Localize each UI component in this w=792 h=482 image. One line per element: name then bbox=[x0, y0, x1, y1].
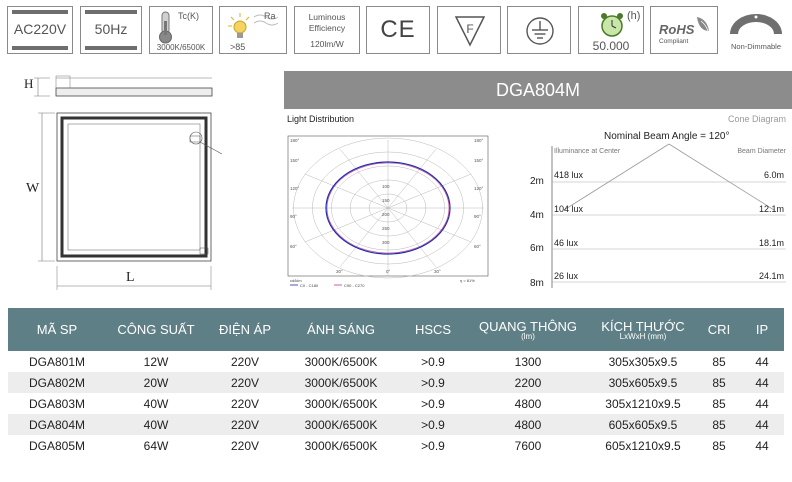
cell-ip: 44 bbox=[740, 414, 784, 435]
spec-table bbox=[8, 308, 784, 456]
frequency-badge bbox=[80, 6, 142, 54]
lifetime-unit: (h) bbox=[627, 10, 641, 22]
angle-label-right: 60° bbox=[474, 244, 481, 249]
header-flux-unit: (lm) bbox=[521, 331, 535, 341]
angle-label-right: 150° bbox=[474, 158, 484, 163]
lux-value: 26 lux bbox=[554, 271, 579, 281]
cell-voltage: 220V bbox=[230, 396, 260, 411]
cell-light-color: 3000K/6500K bbox=[304, 354, 378, 369]
lux-value: 418 lux bbox=[554, 170, 584, 180]
height-label: H bbox=[24, 76, 34, 91]
cell-light-color: 3000K/6500K bbox=[284, 414, 398, 435]
angle-label-right: 90° bbox=[474, 214, 481, 219]
model-name: DGA804M bbox=[495, 80, 581, 100]
lifetime-badge bbox=[578, 6, 644, 54]
diameter-value: 24.1m bbox=[758, 271, 784, 281]
ce-mark-badge bbox=[366, 6, 430, 54]
efficiency-value: 120lm/W bbox=[310, 39, 344, 49]
cell-product-code: DGA802M bbox=[8, 372, 106, 393]
header-power: CÔNG SUẤT bbox=[106, 308, 206, 351]
feature-icon-strip bbox=[0, 0, 792, 62]
cell-power: 40W bbox=[143, 396, 169, 411]
diameter-value: 18.1m bbox=[758, 238, 784, 248]
cell-power-factor: >0.9 bbox=[421, 438, 445, 453]
cell-luminous-flux: 2200 bbox=[468, 372, 588, 393]
cell-luminous-flux: 1300 bbox=[514, 354, 542, 369]
header-light-color: ÁNH SÁNG bbox=[284, 308, 398, 351]
header-power-factor: HSCS bbox=[398, 308, 468, 351]
cell-dimensions: 305x605x9.5 bbox=[588, 372, 698, 393]
cell-light-color: 3000K/6500K bbox=[284, 372, 398, 393]
radial-value: 200 bbox=[382, 212, 390, 217]
efficiency-line2: Efficiency bbox=[308, 23, 346, 33]
cell-cri: 85 bbox=[698, 414, 740, 435]
color-temp-label: Tc(K) bbox=[178, 11, 199, 21]
model-header bbox=[284, 71, 792, 109]
width-label: W bbox=[26, 181, 40, 196]
ground-badge bbox=[507, 6, 571, 54]
diameter-value: 6.0m bbox=[763, 170, 784, 180]
cell-product-code: DGA801M bbox=[28, 354, 86, 369]
header-luminous-flux: QUANG THÔNG (lm) bbox=[468, 308, 588, 351]
bottom-angle-label: 0° bbox=[386, 269, 391, 274]
cell-light-color: 3000K/6500K bbox=[304, 396, 378, 411]
cell-cri: 85 bbox=[698, 372, 740, 393]
lux-value: 46 lux bbox=[554, 238, 579, 248]
table-row bbox=[8, 351, 784, 372]
rohs-label: RoHS bbox=[659, 22, 695, 37]
angle-label-left: 90° bbox=[290, 214, 297, 219]
cell-dimensions: 605x605x9.5 bbox=[588, 414, 698, 435]
cell-dimensions: 305x305x9.5 bbox=[608, 354, 678, 369]
cell-cri: 85 bbox=[712, 354, 726, 369]
ra-value: >85 bbox=[230, 42, 246, 52]
distance-label: 2m bbox=[530, 176, 544, 187]
polar-chart bbox=[284, 130, 494, 290]
cell-product-code: DGA805M bbox=[28, 438, 86, 453]
polar-unit: cd/klm bbox=[290, 278, 302, 283]
bottom-angle-label: 30° bbox=[434, 269, 441, 274]
table-row bbox=[8, 372, 784, 393]
color-temp-value: 3000K/6500K bbox=[156, 43, 206, 52]
length-label: L bbox=[126, 270, 135, 285]
efficiency-eta: η = 81% bbox=[460, 278, 475, 283]
cell-power: 20W bbox=[106, 372, 206, 393]
rohs-sub: Compliant bbox=[659, 38, 689, 45]
cell-product-code: DGA804M bbox=[8, 414, 106, 435]
lifetime-value: 50.000 bbox=[592, 39, 630, 53]
beam-angle-label: Nominal Beam Angle = 120° bbox=[604, 131, 730, 142]
angle-label-left: 60° bbox=[290, 244, 297, 249]
cell-luminous-flux: 7600 bbox=[514, 438, 542, 453]
header-cri: CRI bbox=[698, 308, 740, 351]
angle-label-right: 180° bbox=[474, 138, 484, 143]
angle-label-left: 150° bbox=[290, 158, 300, 163]
header-dimensions: KÍCH THƯỚC LxWxH (mm) bbox=[588, 308, 698, 351]
f-mark-badge bbox=[437, 6, 501, 54]
cell-product-code: DGA803M bbox=[28, 396, 86, 411]
ce-mark-icon: CE bbox=[380, 16, 416, 43]
radial-value: 100 bbox=[382, 184, 390, 189]
cell-voltage: 220V bbox=[230, 354, 260, 369]
cell-light-color: 3000K/6500K bbox=[304, 438, 378, 453]
header-ip: IP bbox=[740, 308, 784, 351]
table-header-row bbox=[8, 308, 784, 351]
table-row bbox=[8, 435, 784, 456]
table-row bbox=[8, 414, 784, 435]
f-mark-icon bbox=[438, 7, 502, 55]
cell-ip: 44 bbox=[755, 354, 769, 369]
cell-power: 40W bbox=[106, 414, 206, 435]
distance-label: 8m bbox=[530, 278, 544, 289]
ra-label: Ra bbox=[264, 11, 276, 21]
cell-luminous-flux: 4800 bbox=[468, 414, 588, 435]
cell-voltage: 220V bbox=[206, 414, 284, 435]
cell-power-factor: >0.9 bbox=[421, 354, 445, 369]
cell-ip: 44 bbox=[755, 396, 769, 411]
radial-value: 250 bbox=[382, 226, 390, 231]
frequency-value: 50Hz bbox=[94, 21, 128, 37]
cone-diagram-title: Cone Diagram bbox=[727, 114, 786, 124]
angle-label-left: 120° bbox=[290, 186, 300, 191]
table-row bbox=[8, 393, 784, 414]
bottom-angle-label: 30° bbox=[336, 269, 343, 274]
cell-power-factor: >0.9 bbox=[398, 414, 468, 435]
angle-label-left: 180° bbox=[290, 138, 300, 143]
cell-cri: 85 bbox=[712, 438, 726, 453]
cell-power: 64W bbox=[143, 438, 169, 453]
ground-icon bbox=[508, 7, 572, 55]
cell-dimensions: 605x1210x9.5 bbox=[605, 438, 681, 453]
svg-text:F: F bbox=[466, 22, 474, 36]
cell-power-factor: >0.9 bbox=[398, 372, 468, 393]
cri-badge bbox=[219, 6, 287, 54]
polar-diagram bbox=[284, 130, 494, 290]
header-voltage: ĐIỆN ÁP bbox=[206, 308, 284, 351]
cell-cri: 85 bbox=[712, 396, 726, 411]
cone-diagram bbox=[524, 128, 792, 294]
cell-dimensions: 305x1210x9.5 bbox=[605, 396, 681, 411]
cell-ip: 44 bbox=[755, 438, 769, 453]
voltage-badge bbox=[7, 6, 73, 54]
efficiency-line1: Luminous bbox=[308, 12, 346, 22]
radial-value: 150 bbox=[382, 198, 390, 203]
header-dimensions-unit: LxWxH (mm) bbox=[619, 331, 667, 341]
distance-label: 4m bbox=[530, 210, 544, 221]
rohs-badge bbox=[650, 6, 718, 54]
lux-value: 104 lux bbox=[554, 204, 584, 214]
cell-luminous-flux: 4800 bbox=[514, 396, 542, 411]
color-temperature-badge bbox=[149, 6, 213, 54]
dimming-badge bbox=[724, 6, 788, 54]
efficiency-badge bbox=[294, 6, 360, 54]
cell-voltage: 220V bbox=[230, 438, 260, 453]
dimension-drawing bbox=[0, 66, 250, 306]
distance-label: 6m bbox=[530, 243, 544, 254]
cell-ip: 44 bbox=[740, 372, 784, 393]
radial-value: 300 bbox=[382, 240, 390, 245]
dimming-label: Non-Dimmable bbox=[730, 42, 781, 51]
cell-voltage: 220V bbox=[206, 372, 284, 393]
header-product-code: MÃ SP bbox=[8, 308, 106, 351]
legend-c90: C90 - C270 bbox=[344, 283, 365, 288]
cell-power-factor: >0.9 bbox=[421, 396, 445, 411]
beam-diameter-heading: Beam Diameter bbox=[737, 148, 786, 155]
diameter-value: 12.1m bbox=[758, 204, 784, 214]
light-distribution-title: Light Distribution bbox=[287, 114, 355, 124]
illuminance-heading: Illuminance at Center bbox=[554, 148, 621, 155]
angle-label-right: 120° bbox=[474, 186, 484, 191]
cell-power: 12W bbox=[143, 354, 169, 369]
voltage-value: AC220V bbox=[13, 21, 67, 37]
legend-c0: C0 - C180 bbox=[300, 283, 319, 288]
